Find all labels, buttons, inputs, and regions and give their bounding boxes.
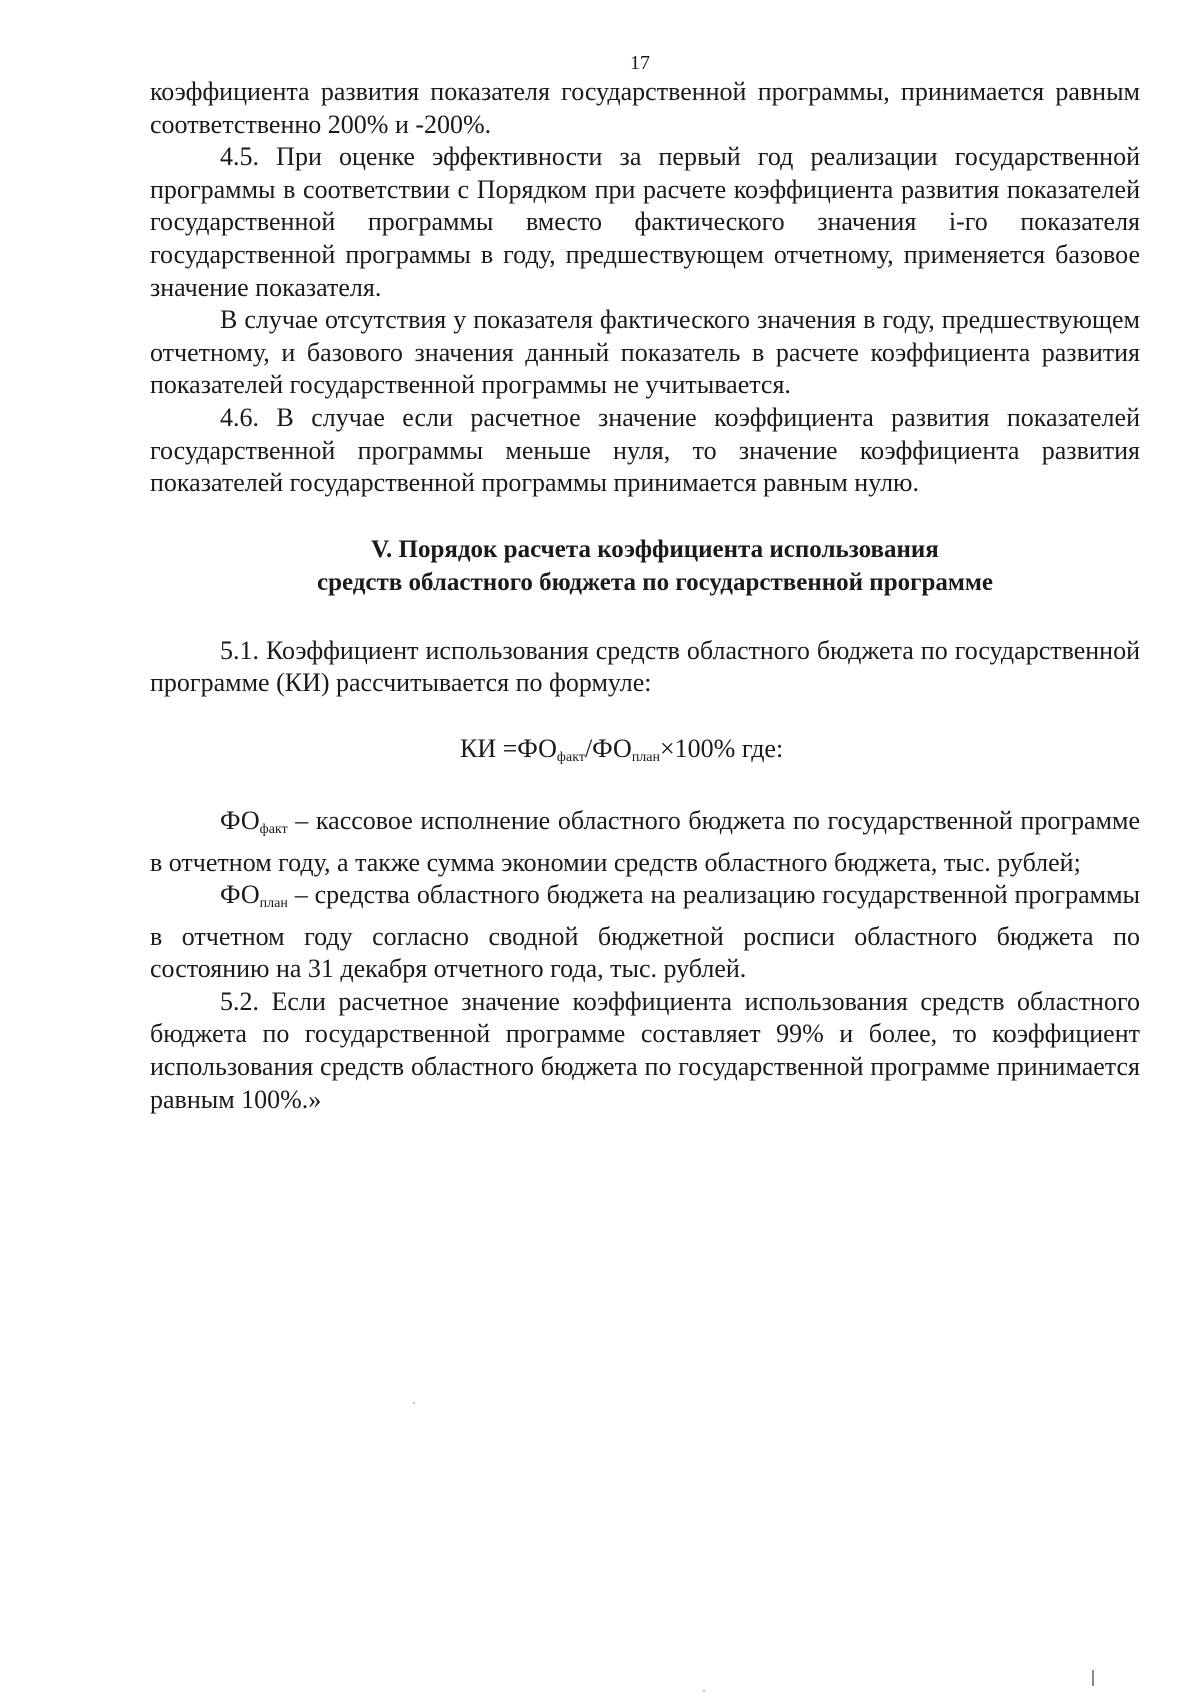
paragraph-4-5-note: В случае отсутствия у показателя фактического значения в году, предшествующем отчетному, и базового значения данный показатель в расчете коэффициента развития показателей государственной программы не учитывается.: [150, 305, 1140, 400]
paragraph-continuation: коэффициента развития показателя государственной программы, принимается равным соответственно 200% и -200%.: [150, 77, 1140, 139]
definition-fo-plan: [150, 879, 1140, 986]
definition-fo-fact: [150, 805, 1140, 879]
definition-fo-fact-text: – кассовое исполнение областного бюджета по государственной программе в отчетном году, а также сумма экономии средств областного бюджета, тыс. рублей;: [150, 805, 1140, 877]
formula-sub-plan: план: [631, 749, 660, 765]
definition-fo-plan-sub: план: [259, 896, 288, 912]
definition-fo-plan-term: ФО: [220, 880, 260, 910]
paragraph-5-1: 5.1. Коэффициент использования средств областного бюджета по государственной программе (КИ) рассчитывается по формуле:: [150, 635, 1140, 698]
document-body: [150, 76, 1140, 1116]
formula-rhs: ×100% где:: [660, 733, 784, 763]
formula-sub-fact: факт: [556, 749, 585, 765]
page-number: 17: [630, 52, 650, 74]
paragraph-4-6: 4.6. В случае если расчетное значение коэффициента развития показателей государственной программы меньше нуля, то значение коэффициента развития показателей государственной программы принимается равным нулю.: [150, 402, 1140, 498]
section-heading: [150, 533, 1140, 599]
formula: [150, 732, 1140, 775]
definition-fo-plan-text: – средства областного бюджета на реализацию государственной программы в отчетном году согласно сводной бюджетной росписи областного бюджета по состоянию на 31 декабря отчетного года, тыс. рублей.: [150, 880, 1140, 984]
formula-lhs: КИ =ФО: [460, 733, 557, 763]
definition-fo-fact-term: ФО: [220, 805, 260, 835]
scan-artifact-dot: [413, 1402, 415, 1404]
section-heading-line-2: средств областного бюджета по государственной программе: [316, 568, 994, 596]
paragraph-4-5: 4.5. При оценке эффективности за первый год реализации государственной программы в соответствии с Порядком при расчете коэффициента развития показателей государственной программы вместо фактического значения i-го показателя государственной программы в году, предшествующем отчетному, применяется базовое значение показателя.: [150, 142, 1140, 302]
formula-mid: /ФО: [584, 733, 632, 763]
scan-artifact-mark: [1092, 1670, 1094, 1686]
section-heading-line-1: V. Порядок расчета коэффициента использования: [371, 535, 939, 563]
definition-fo-fact-sub: факт: [259, 821, 288, 837]
scan-artifact-dot: [703, 1690, 705, 1692]
paragraph-5-2: 5.2. Если расчетное значение коэффициента использования средств областного бюджета по государственной программе составляет 99% и более, то коэффициент использования средств областного бюджета по государственной программе принимается равным 100%.»: [150, 986, 1140, 1114]
